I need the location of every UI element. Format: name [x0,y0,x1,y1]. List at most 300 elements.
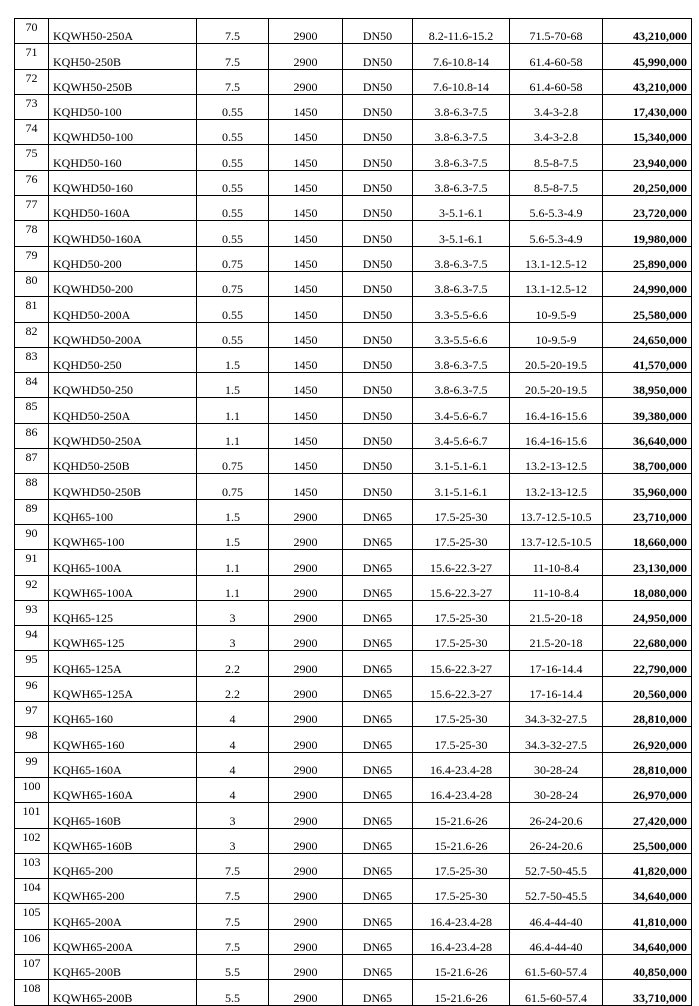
table-row [15,170,692,195]
row-number-cell: 70 [15,19,49,44]
pipe-size-cell: DN65 [343,550,413,575]
table-row [15,600,692,625]
flow-range-cell: 3.8-6.3-7.5 [413,120,510,145]
model-cell: KQWHD50-160 [49,170,197,195]
price-cell: 25,580,000 [603,297,692,322]
speed-rpm-cell: 1450 [269,94,343,119]
power-kw-cell: 1.1 [197,575,269,600]
table-row [15,94,692,119]
price-cell: 33,710,000 [603,980,692,1005]
row-number-cell: 104 [15,879,49,904]
price-cell: 38,950,000 [603,373,692,398]
flow-range-cell: 3.3-5.5-6.6 [413,322,510,347]
head-range-cell: 20.5-20-19.5 [510,373,603,398]
power-kw-cell: 3 [197,600,269,625]
pipe-size-cell: DN50 [343,69,413,94]
flow-range-cell: 3.4-5.6-6.7 [413,398,510,423]
power-kw-cell: 4 [197,777,269,802]
table-row [15,828,692,853]
power-kw-cell: 0.75 [197,474,269,499]
price-cell: 34,640,000 [603,929,692,954]
model-cell: KQWH65-100A [49,575,197,600]
power-kw-cell: 0.55 [197,196,269,221]
power-kw-cell: 0.55 [197,170,269,195]
power-kw-cell: 5.5 [197,954,269,979]
table-row [15,752,692,777]
model-cell: KQH65-100 [49,499,197,524]
row-number-cell: 71 [15,44,49,69]
speed-rpm-cell: 2900 [269,550,343,575]
row-number-cell: 76 [15,170,49,195]
flow-range-cell: 3.8-6.3-7.5 [413,271,510,296]
table-row [15,271,692,296]
power-kw-cell: 1.1 [197,398,269,423]
speed-rpm-cell: 1450 [269,170,343,195]
model-cell: KQWH65-200 [49,879,197,904]
table-row [15,398,692,423]
pipe-size-cell: DN65 [343,803,413,828]
head-range-cell: 52.7-50-45.5 [510,853,603,878]
flow-range-cell: 15-21.6-26 [413,954,510,979]
price-cell: 43,210,000 [603,19,692,44]
speed-rpm-cell: 2900 [269,676,343,701]
pipe-size-cell: DN65 [343,702,413,727]
price-cell: 20,250,000 [603,170,692,195]
row-number-cell: 94 [15,626,49,651]
flow-range-cell: 3-5.1-6.1 [413,196,510,221]
price-cell: 40,850,000 [603,954,692,979]
power-kw-cell: 7.5 [197,904,269,929]
model-cell: KQH65-160 [49,702,197,727]
price-cell: 18,080,000 [603,575,692,600]
power-kw-cell: 7.5 [197,929,269,954]
price-cell: 26,970,000 [603,777,692,802]
power-kw-cell: 1.5 [197,499,269,524]
row-number-cell: 107 [15,954,49,979]
pipe-size-cell: DN65 [343,904,413,929]
power-kw-cell: 0.55 [197,145,269,170]
model-cell: KQWH65-200B [49,980,197,1005]
price-cell: 25,890,000 [603,246,692,271]
price-cell: 24,990,000 [603,271,692,296]
pipe-size-cell: DN65 [343,575,413,600]
table-row [15,524,692,549]
row-number-cell: 73 [15,94,49,119]
row-number-cell: 96 [15,676,49,701]
price-cell: 35,960,000 [603,474,692,499]
speed-rpm-cell: 2900 [269,879,343,904]
flow-range-cell: 17.5-25-30 [413,727,510,752]
pipe-size-cell: DN50 [343,94,413,119]
row-number-cell: 93 [15,600,49,625]
flow-range-cell: 15-21.6-26 [413,980,510,1005]
pipe-size-cell: DN50 [343,398,413,423]
pipe-size-cell: DN65 [343,777,413,802]
pipe-size-cell: DN65 [343,499,413,524]
power-kw-cell: 4 [197,727,269,752]
model-cell: KQH65-200B [49,954,197,979]
speed-rpm-cell: 2900 [269,651,343,676]
model-cell: KQH65-125A [49,651,197,676]
price-cell: 41,570,000 [603,347,692,372]
row-number-cell: 90 [15,524,49,549]
price-cell: 15,340,000 [603,120,692,145]
speed-rpm-cell: 1450 [269,347,343,372]
flow-range-cell: 17.5-25-30 [413,626,510,651]
price-cell: 27,420,000 [603,803,692,828]
table-row [15,246,692,271]
flow-range-cell: 17.5-25-30 [413,853,510,878]
head-range-cell: 11-10-8.4 [510,575,603,600]
speed-rpm-cell: 2900 [269,904,343,929]
flow-range-cell: 3.8-6.3-7.5 [413,145,510,170]
table-row [15,626,692,651]
head-range-cell: 16.4-16-15.6 [510,398,603,423]
flow-range-cell: 3.8-6.3-7.5 [413,94,510,119]
price-cell: 20,560,000 [603,676,692,701]
head-range-cell: 16.4-16-15.6 [510,423,603,448]
head-range-cell: 8.5-8-7.5 [510,170,603,195]
speed-rpm-cell: 1450 [269,322,343,347]
pipe-size-cell: DN65 [343,954,413,979]
flow-range-cell: 7.6-10.8-14 [413,44,510,69]
power-kw-cell: 7.5 [197,69,269,94]
head-range-cell: 10-9.5-9 [510,322,603,347]
flow-range-cell: 3.8-6.3-7.5 [413,246,510,271]
pipe-size-cell: DN65 [343,524,413,549]
pipe-size-cell: DN50 [343,297,413,322]
table-row [15,904,692,929]
row-number-cell: 85 [15,398,49,423]
flow-range-cell: 8.2-11.6-15.2 [413,19,510,44]
price-table-sheet [14,18,691,1006]
model-cell: KQH50-250B [49,44,197,69]
table-row [15,19,692,44]
head-range-cell: 46.4-44-40 [510,929,603,954]
pipe-size-cell: DN50 [343,474,413,499]
table-row [15,499,692,524]
table-row [15,145,692,170]
pipe-size-cell: DN65 [343,651,413,676]
speed-rpm-cell: 1450 [269,145,343,170]
row-number-cell: 98 [15,727,49,752]
flow-range-cell: 15.6-22.3-27 [413,676,510,701]
power-kw-cell: 0.55 [197,322,269,347]
row-number-cell: 82 [15,322,49,347]
head-range-cell: 26-24-20.6 [510,828,603,853]
head-range-cell: 34.3-32-27.5 [510,702,603,727]
pipe-size-cell: DN50 [343,196,413,221]
model-cell: KQWHD50-100 [49,120,197,145]
table-row [15,702,692,727]
table-row [15,954,692,979]
price-cell: 26,920,000 [603,727,692,752]
model-cell: KQHD50-160 [49,145,197,170]
row-number-cell: 95 [15,651,49,676]
flow-range-cell: 16.4-23.4-28 [413,752,510,777]
row-number-cell: 106 [15,929,49,954]
speed-rpm-cell: 1450 [269,373,343,398]
price-cell: 22,680,000 [603,626,692,651]
pipe-size-cell: DN50 [343,246,413,271]
power-kw-cell: 1.5 [197,373,269,398]
head-range-cell: 26-24-20.6 [510,803,603,828]
model-cell: KQHD50-200A [49,297,197,322]
table-row [15,879,692,904]
flow-range-cell: 3-5.1-6.1 [413,221,510,246]
price-cell: 23,710,000 [603,499,692,524]
head-range-cell: 13.1-12.5-12 [510,246,603,271]
head-range-cell: 21.5-20-18 [510,626,603,651]
model-cell: KQHD50-200 [49,246,197,271]
speed-rpm-cell: 1450 [269,297,343,322]
price-cell: 43,210,000 [603,69,692,94]
power-kw-cell: 1.1 [197,423,269,448]
price-cell: 23,130,000 [603,550,692,575]
power-kw-cell: 0.55 [197,94,269,119]
power-kw-cell: 1.1 [197,550,269,575]
model-cell: KQWH50-250B [49,69,197,94]
power-kw-cell: 0.75 [197,271,269,296]
pipe-size-cell: DN50 [343,19,413,44]
model-cell: KQWHD50-250A [49,423,197,448]
model-cell: KQH65-160A [49,752,197,777]
model-cell: KQHD50-250B [49,449,197,474]
pipe-size-cell: DN65 [343,626,413,651]
table-row [15,676,692,701]
head-range-cell: 61.4-60-58 [510,69,603,94]
row-number-cell: 81 [15,297,49,322]
flow-range-cell: 3.1-5.1-6.1 [413,474,510,499]
pipe-size-cell: DN50 [343,347,413,372]
head-range-cell: 13.2-13-12.5 [510,474,603,499]
row-number-cell: 84 [15,373,49,398]
row-number-cell: 99 [15,752,49,777]
head-range-cell: 61.5-60-57.4 [510,980,603,1005]
head-range-cell: 5.6-5.3-4.9 [510,196,603,221]
row-number-cell: 88 [15,474,49,499]
table-row [15,853,692,878]
model-cell: KQWHD50-200A [49,322,197,347]
flow-range-cell: 15-21.6-26 [413,803,510,828]
power-kw-cell: 7.5 [197,44,269,69]
flow-range-cell: 17.5-25-30 [413,499,510,524]
pipe-size-cell: DN50 [343,322,413,347]
speed-rpm-cell: 2900 [269,499,343,524]
head-range-cell: 61.4-60-58 [510,44,603,69]
model-cell: KQHD50-160A [49,196,197,221]
head-range-cell: 13.7-12.5-10.5 [510,524,603,549]
model-cell: KQWH65-100 [49,524,197,549]
head-range-cell: 8.5-8-7.5 [510,145,603,170]
pipe-size-cell: DN65 [343,929,413,954]
flow-range-cell: 15.6-22.3-27 [413,575,510,600]
power-kw-cell: 1.5 [197,347,269,372]
speed-rpm-cell: 1450 [269,271,343,296]
model-cell: KQWH65-125 [49,626,197,651]
table-row [15,322,692,347]
price-cell: 39,380,000 [603,398,692,423]
speed-rpm-cell: 1450 [269,449,343,474]
head-range-cell: 52.7-50-45.5 [510,879,603,904]
speed-rpm-cell: 2900 [269,929,343,954]
pipe-size-cell: DN65 [343,980,413,1005]
pipe-size-cell: DN50 [343,271,413,296]
row-number-cell: 105 [15,904,49,929]
speed-rpm-cell: 2900 [269,44,343,69]
power-kw-cell: 7.5 [197,853,269,878]
price-cell: 23,720,000 [603,196,692,221]
flow-range-cell: 7.6-10.8-14 [413,69,510,94]
pipe-size-cell: DN65 [343,879,413,904]
model-cell: KQH65-160B [49,803,197,828]
row-number-cell: 75 [15,145,49,170]
table-row [15,449,692,474]
price-cell: 18,660,000 [603,524,692,549]
flow-range-cell: 3.8-6.3-7.5 [413,170,510,195]
head-range-cell: 20.5-20-19.5 [510,347,603,372]
speed-rpm-cell: 2900 [269,954,343,979]
speed-rpm-cell: 2900 [269,600,343,625]
model-cell: KQWH50-250A [49,19,197,44]
head-range-cell: 17-16-14.4 [510,651,603,676]
price-cell: 28,810,000 [603,752,692,777]
speed-rpm-cell: 2900 [269,702,343,727]
price-cell: 24,950,000 [603,600,692,625]
table-row [15,929,692,954]
row-number-cell: 101 [15,803,49,828]
power-kw-cell: 2.2 [197,676,269,701]
flow-range-cell: 16.4-23.4-28 [413,904,510,929]
head-range-cell: 3.4-3-2.8 [510,94,603,119]
row-number-cell: 79 [15,246,49,271]
table-row [15,474,692,499]
price-cell: 23,940,000 [603,145,692,170]
price-table [14,18,692,1006]
head-range-cell: 61.5-60-57.4 [510,954,603,979]
price-cell: 24,650,000 [603,322,692,347]
table-row [15,373,692,398]
price-cell: 41,820,000 [603,853,692,878]
flow-range-cell: 3.8-6.3-7.5 [413,373,510,398]
row-number-cell: 102 [15,828,49,853]
power-kw-cell: 0.55 [197,221,269,246]
table-row [15,120,692,145]
table-row [15,980,692,1005]
flow-range-cell: 3.8-6.3-7.5 [413,347,510,372]
price-cell: 19,980,000 [603,221,692,246]
pipe-size-cell: DN65 [343,828,413,853]
speed-rpm-cell: 2900 [269,19,343,44]
model-cell: KQH65-200A [49,904,197,929]
power-kw-cell: 3 [197,626,269,651]
model-cell: KQH65-125 [49,600,197,625]
speed-rpm-cell: 2900 [269,524,343,549]
table-row [15,44,692,69]
model-cell: KQWH65-160 [49,727,197,752]
speed-rpm-cell: 1450 [269,398,343,423]
speed-rpm-cell: 1450 [269,196,343,221]
speed-rpm-cell: 1450 [269,221,343,246]
speed-rpm-cell: 1450 [269,246,343,271]
price-cell: 36,640,000 [603,423,692,448]
model-cell: KQHD50-250A [49,398,197,423]
table-row [15,347,692,372]
flow-range-cell: 3.1-5.1-6.1 [413,449,510,474]
flow-range-cell: 15-21.6-26 [413,828,510,853]
power-kw-cell: 2.2 [197,651,269,676]
speed-rpm-cell: 2900 [269,727,343,752]
model-cell: KQH65-200 [49,853,197,878]
row-number-cell: 97 [15,702,49,727]
row-number-cell: 80 [15,271,49,296]
model-cell: KQWHD50-250B [49,474,197,499]
price-cell: 41,810,000 [603,904,692,929]
row-number-cell: 89 [15,499,49,524]
pipe-size-cell: DN65 [343,727,413,752]
table-body [15,19,692,1006]
table-row [15,297,692,322]
speed-rpm-cell: 1450 [269,120,343,145]
power-kw-cell: 0.55 [197,120,269,145]
flow-range-cell: 17.5-25-30 [413,702,510,727]
pipe-size-cell: DN50 [343,373,413,398]
power-kw-cell: 7.5 [197,879,269,904]
price-cell: 45,990,000 [603,44,692,69]
speed-rpm-cell: 2900 [269,626,343,651]
speed-rpm-cell: 2900 [269,980,343,1005]
row-number-cell: 100 [15,777,49,802]
head-range-cell: 13.2-13-12.5 [510,449,603,474]
head-range-cell: 17-16-14.4 [510,676,603,701]
model-cell: KQH65-100A [49,550,197,575]
power-kw-cell: 1.5 [197,524,269,549]
head-range-cell: 30-28-24 [510,777,603,802]
model-cell: KQWHD50-160A [49,221,197,246]
price-cell: 17,430,000 [603,94,692,119]
row-number-cell: 86 [15,423,49,448]
flow-range-cell: 16.4-23.4-28 [413,929,510,954]
flow-range-cell: 17.5-25-30 [413,600,510,625]
pipe-size-cell: DN65 [343,752,413,777]
speed-rpm-cell: 2900 [269,853,343,878]
model-cell: KQWHD50-250 [49,373,197,398]
speed-rpm-cell: 2900 [269,752,343,777]
price-cell: 25,500,000 [603,828,692,853]
flow-range-cell: 17.5-25-30 [413,879,510,904]
speed-rpm-cell: 1450 [269,423,343,448]
table-row [15,423,692,448]
price-cell: 34,640,000 [603,879,692,904]
power-kw-cell: 0.55 [197,297,269,322]
power-kw-cell: 3 [197,803,269,828]
pipe-size-cell: DN50 [343,120,413,145]
model-cell: KQWH65-160B [49,828,197,853]
flow-range-cell: 16.4-23.4-28 [413,777,510,802]
power-kw-cell: 4 [197,752,269,777]
row-number-cell: 103 [15,853,49,878]
model-cell: KQWH65-125A [49,676,197,701]
table-row [15,727,692,752]
row-number-cell: 108 [15,980,49,1005]
pipe-size-cell: DN50 [343,449,413,474]
row-number-cell: 91 [15,550,49,575]
model-cell: KQHD50-250 [49,347,197,372]
flow-range-cell: 3.4-5.6-6.7 [413,423,510,448]
head-range-cell: 11-10-8.4 [510,550,603,575]
pipe-size-cell: DN50 [343,423,413,448]
speed-rpm-cell: 1450 [269,474,343,499]
